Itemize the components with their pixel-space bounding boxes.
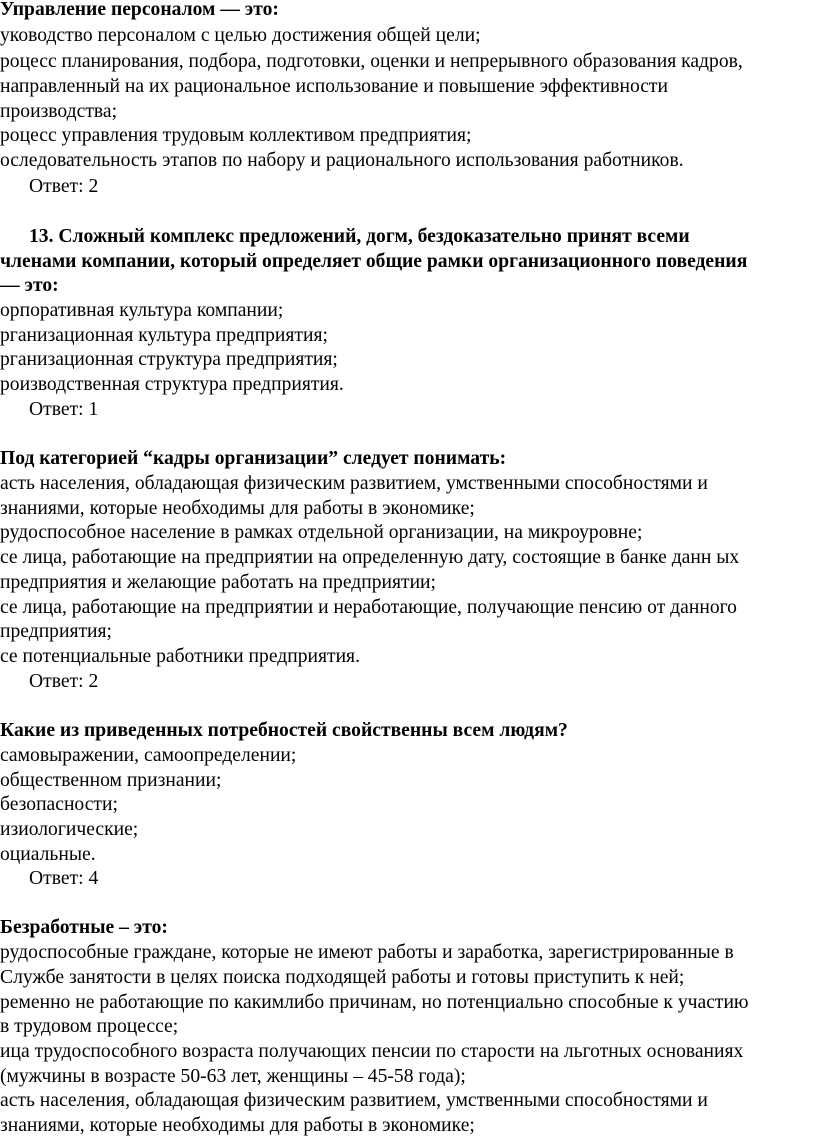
question-2-option: орпоративная культура компании; (0, 300, 284, 321)
question-5-option: (мужчины в возрасте 50-63 лет, женщины – 45-58 года); (0, 1066, 466, 1087)
question-4-option: оциальные. (0, 844, 96, 865)
question-3-option: се лица, работающие на предприятии на определенную дату, состоящие в банке данн ых (0, 547, 740, 568)
question-1-option: производства; (0, 101, 118, 122)
question-3-answer: Ответ: 2 (29, 671, 99, 692)
question-2-option: рганизационная структура предприятия; (0, 349, 338, 370)
question-1-option: направленный на их рациональное использование и повышение эффективности (0, 76, 668, 97)
question-4-option: изиологические; (0, 819, 139, 840)
question-3-option: предприятия; (0, 621, 112, 642)
question-1-option: роцесс планирования, подбора, подготовки, оценки и непрерывного образования кадров, (0, 51, 743, 72)
question-1-answer: Ответ: 2 (29, 176, 99, 197)
question-5-option: асть населения, обладающая физическим развитием, умственными способностями и (0, 1090, 708, 1111)
question-2-title-line: членами компании, который определяет общие рамки организационного поведения (0, 251, 748, 272)
question-3-option: асть населения, обладающая физическим развитием, умственными способностями и (0, 473, 708, 494)
question-1-option: роцесс управления трудовым коллективом предприятия; (0, 125, 472, 146)
question-4-option: самовыражении, самоопределении; (0, 745, 297, 766)
question-2-title-line: 13. Сложный комплекс предложений, догм, бездоказательно принят всеми (29, 226, 690, 247)
question-3-option: се лица, работающие на предприятии и неработающие, получающие пенсию от данного (0, 597, 737, 618)
question-5-option: рудоспособные граждане, которые не имеют работы и заработка, зарегистрированные в (0, 942, 734, 963)
question-3-option: рудоспособное население в рамках отдельной организации, на микроуровне; (0, 522, 643, 543)
question-2-title-line: — это: (0, 275, 59, 296)
question-5-title: Безработные – это: (0, 917, 168, 938)
question-5-option: ременно не работающие по какимлибо причинам, но потенциально способные к участию (0, 992, 749, 1013)
question-5-option: в трудовом процессе; (0, 1016, 179, 1037)
question-4-option: общественном признании; (0, 770, 222, 791)
question-5-option: ица трудоспособного возраста получающих пенсии по старости на льготных основаниях (0, 1041, 744, 1062)
question-2-answer: Ответ: 1 (29, 399, 99, 420)
question-2-option: роизводственная структура предприятия. (0, 374, 344, 395)
question-1-option: оследовательность этапов по набору и рационального использования работников. (0, 150, 684, 171)
question-3-option: предприятия и желающие работать на предприятии; (0, 572, 436, 593)
question-3-option: знаниями, которые необходимы для работы в экономике; (0, 498, 475, 519)
question-1-option: уководство персоналом с целью достижения общей цели; (0, 25, 481, 46)
question-3-option: се потенциальные работники предприятия. (0, 646, 360, 667)
question-1-title: Управление персоналом — это: (0, 0, 279, 20)
question-4-title: Какие из приведенных потребностей свойственны всем людям? (0, 720, 568, 741)
question-4-answer: Ответ: 4 (29, 868, 99, 889)
question-2-option: рганизационная культура предприятия; (0, 325, 328, 346)
question-5-option: знаниями, которые необходимы для работы в экономике; (0, 1115, 475, 1136)
question-4-option: безопасности; (0, 794, 118, 815)
question-3-title: Под категорией “кадры организации” следует понимать: (0, 448, 507, 469)
question-5-option: Службе занятости в целях поиска подходящей работы и готовы приступить к ней; (0, 967, 685, 988)
